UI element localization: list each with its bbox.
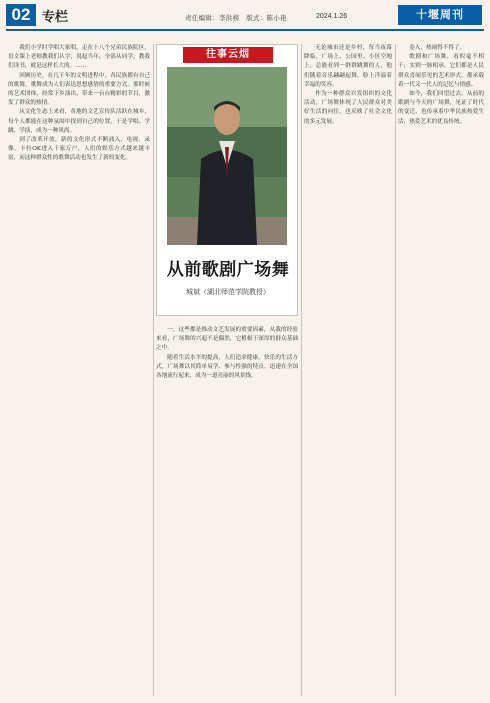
paragraph: 作为一种群众自发组织的文化活动，广场舞体现了人民群众对美好生活的向往，也反映了社会文化的多元发展。 bbox=[304, 91, 392, 125]
article-column-2 bbox=[156, 326, 298, 696]
author-photo bbox=[167, 67, 287, 245]
column-divider bbox=[395, 44, 396, 696]
article-column-3 bbox=[304, 44, 392, 696]
article-column-4 bbox=[398, 44, 484, 696]
page-number: 02 bbox=[6, 4, 36, 26]
feature-headline: 从前歌剧广场舞 bbox=[166, 260, 290, 280]
paragraph: 随着生活水平的提高，人们追求健康、快乐的生活方式，广场舞以其简单易学、参与性强的特点，迅速在全国各地流行起来，成为一道亮丽的风景线。 bbox=[156, 354, 298, 380]
paragraph: 到了改革开放，新的文化形式不断涌入，电视、录像、卡拉OK进入千家万户，人们的娱乐方式越来越丰富，而这种群众性的歌舞活动也发生了新的变化。 bbox=[8, 137, 150, 162]
author-byline: 城斌（湖北师范学院教授） bbox=[186, 289, 270, 296]
paragraph: 如今，我们回望过去，从前的歌剧与今天的广场舞，见证了时代的变迁，也传承着中华民族热爱生活、热爱艺术的优良传统。 bbox=[398, 91, 484, 125]
masthead-logo: 十堰周刊 bbox=[398, 5, 482, 25]
paragraph: 回顾历史，在几千年的文明进程中，各民族都有自己的歌舞，歌舞成为人们表达思想感情的重要方式。那时候的艺术团体，经常下乡演出，带来一台台精彩的节目，激发了群众的热情。 bbox=[8, 72, 150, 107]
section-title: 专栏 bbox=[42, 9, 69, 24]
paragraph: 无论城市还是乡村，每当夜幕降临，广场上、公园里、小区空地上，总能看到一群群跳舞的人，他们随着音乐翩翩起舞，脸上洋溢着幸福的笑容。 bbox=[304, 45, 392, 88]
article-column-1 bbox=[8, 44, 150, 696]
paragraph: 歌剧和广场舞，看似毫不相干，实则一脉相承，它们都是人民群众喜闻乐见的艺术形式，都承载着一代又一代人的记忆与情感。 bbox=[398, 54, 484, 88]
paragraph: 我们小学时学唱大家唱，走在十八个兄弟民族院区，语文课上老师教我们认字，说起当年，全部从同学，教我们读书，就是这样长大的。…… bbox=[8, 45, 150, 70]
column-divider bbox=[153, 44, 154, 696]
header-rule bbox=[6, 29, 484, 31]
page-header bbox=[0, 0, 490, 30]
paragraph: 卷入，热闹得不得了。 bbox=[409, 45, 466, 51]
editor-credits: 责任编辑：李洪榜 版式：陈小艳 bbox=[185, 15, 287, 22]
issue-date: 2024.1.26 bbox=[316, 13, 348, 20]
paragraph: 一，这些都是推动文艺发展的重要因素，从我的经验来看，广场舞的兴起不是偶然，它植根于深厚的群众基础之中。 bbox=[156, 327, 298, 352]
column-banner: 往事云烟 bbox=[183, 47, 273, 63]
feature-box bbox=[156, 44, 298, 316]
column-divider bbox=[301, 44, 302, 696]
paragraph: 从文化生态上来看，各地的文艺宣传队活跃在城乡，每个人都能在这种氛围中找到自己的位置，于是学唱、学跳、学演，成为一种风尚。 bbox=[8, 109, 150, 134]
